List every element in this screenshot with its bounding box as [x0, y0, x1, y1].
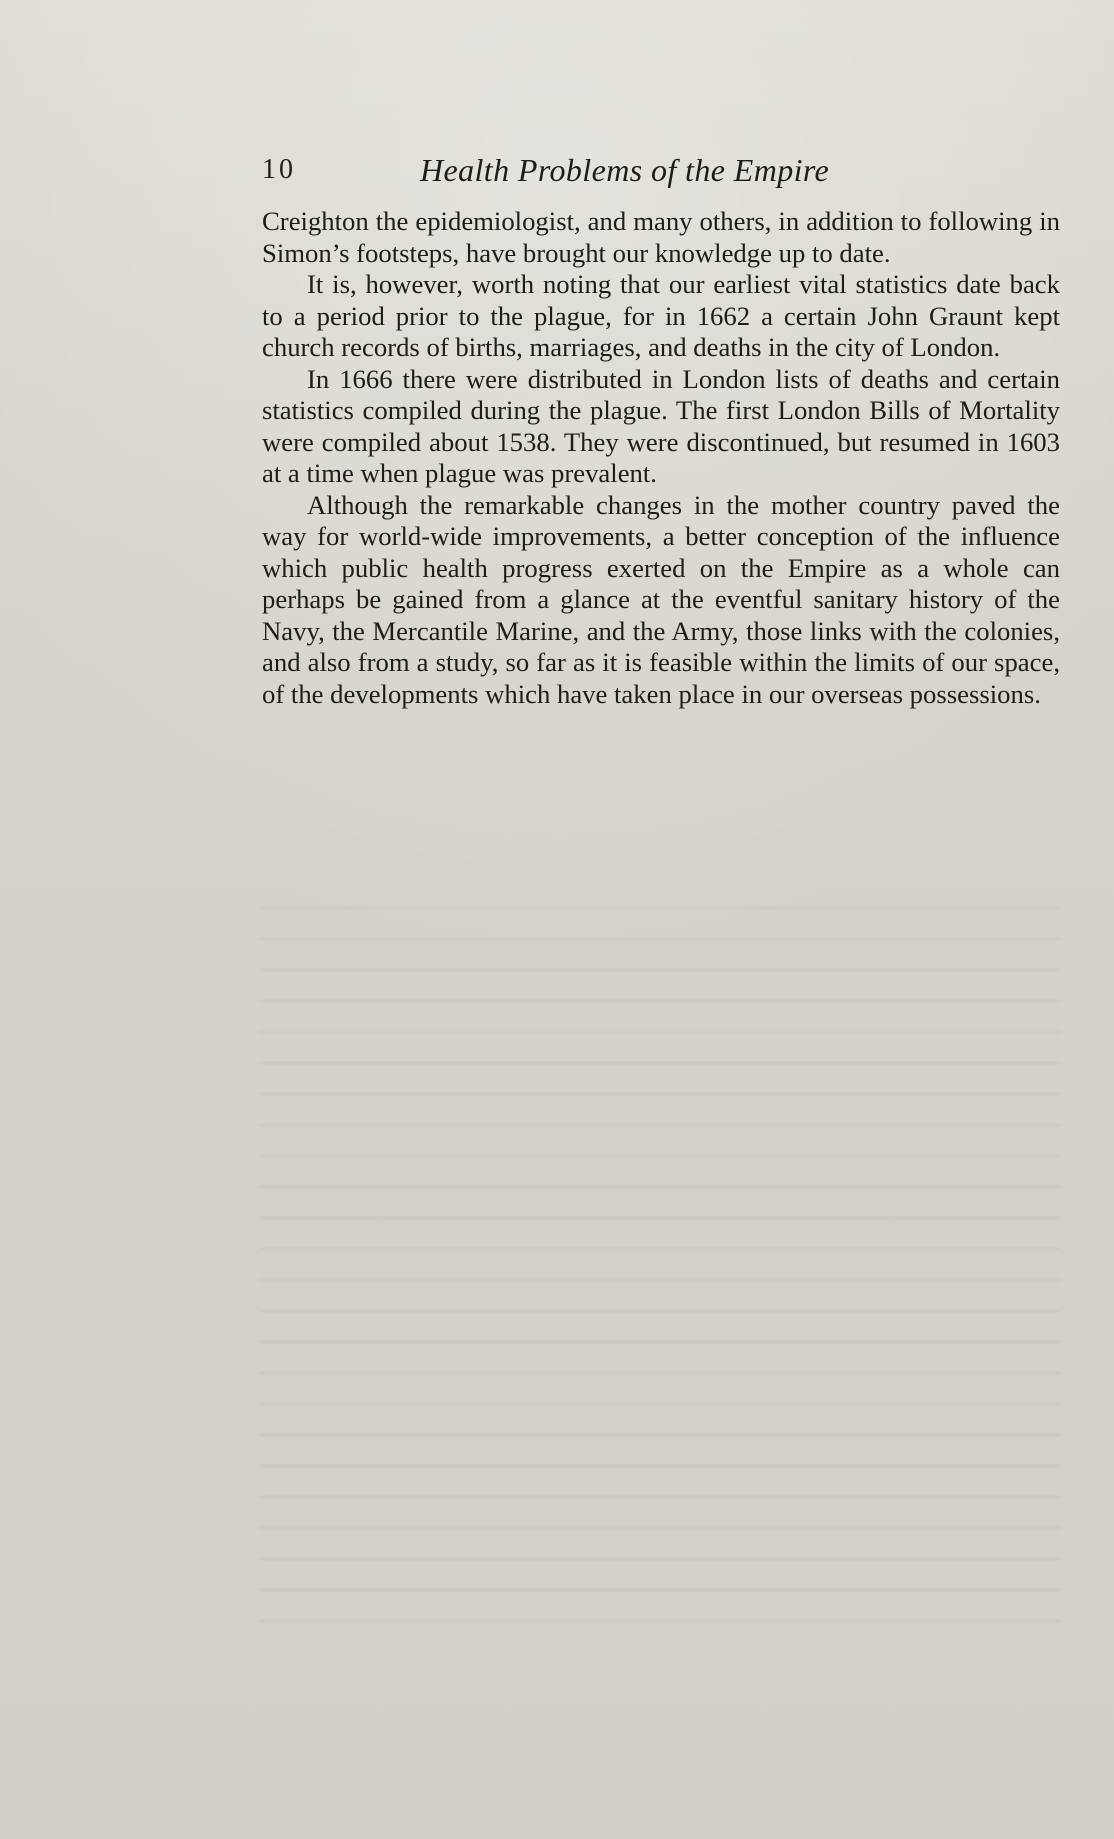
- page-header: [262, 152, 1062, 196]
- paragraph-4: Although the remarkable changes in the mother country paved the way for world-wide improvements, a better conception of the influence which public health progress exerted on the Empire as a whole can perhaps be gained from a glance at the eventful sanitary history of the Navy, the Mercantile Marine, and the Army, those links with the colonies, and also from a study, so far as it is feasible within the limits of our space, of the developments which have taken place in our overseas possessions.: [262, 489, 1060, 709]
- show-through-text-background: [260, 880, 1060, 1640]
- page-number: 10: [262, 154, 296, 185]
- paragraph-3: In 1666 there were distributed in London lists of deaths and certain statistics compiled during the plague. The first London Bills of Mortality were compiled about 1538. They were discontinued, but resumed in 1603 at a time when plague was prevalent.: [262, 363, 1060, 488]
- main-text-block: [262, 206, 1060, 710]
- paragraph-2: It is, however, worth noting that our earliest vital statistics date back to a period prior to the plague, for in 1662 a certain John Graunt kept church records of births, marriages, and deaths in the city of London.: [262, 269, 1060, 362]
- running-title: Health Problems of the Empire: [420, 152, 830, 188]
- paragraph-1: Creighton the epidemiologist, and many others, in addition to following in Simon’s footsteps, have brought our knowledge up to date.: [262, 206, 1060, 268]
